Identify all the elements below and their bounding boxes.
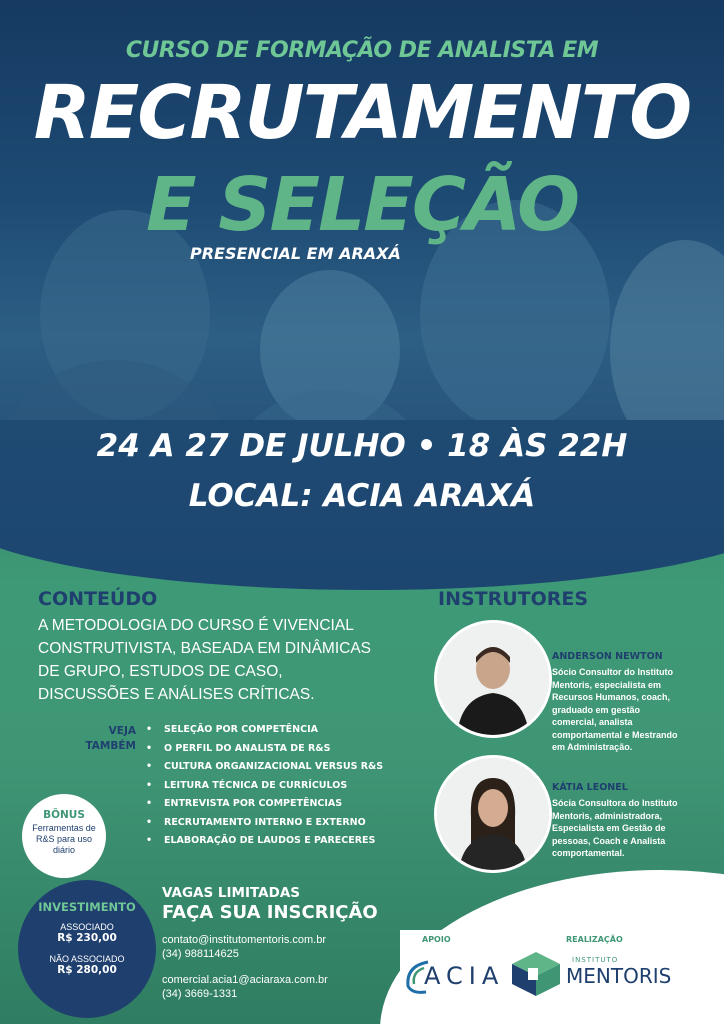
pretitle: CURSO DE FORMAÇÃO DE ANALISTA EM: [125, 38, 599, 63]
instructor-bio-katia: Sócia Consultora do Instituto Mentoris, administradora, Especialista em Gestão de pessoas, Coach e Analista comportamental.: [552, 798, 678, 858]
topic-item: • SELEÇÃO POR COMPETÊNCIA: [146, 724, 318, 735]
instructors-heading: INSTRUTORES: [438, 588, 589, 610]
contact-phone-2[interactable]: (34) 3669-1331: [162, 988, 238, 1000]
acia-logo: [402, 956, 505, 996]
investment-heading: INVESTIMENTO: [38, 900, 136, 914]
support-label: APOIO: [422, 935, 451, 944]
mentoris-cube-icon: [510, 950, 562, 998]
limited-spots: VAGAS LIMITADAS: [162, 885, 300, 901]
content-heading: CONTEÚDO: [38, 588, 158, 610]
non-associate-price: R$ 280,00: [57, 964, 117, 976]
registration-cta: FAÇA SUA INSCRIÇÃO: [162, 902, 378, 923]
avatar-male-icon: [437, 623, 549, 735]
topics-list: [146, 724, 406, 854]
see-also-label-line2: TAMBÉM: [85, 740, 136, 752]
bullet: •: [146, 761, 153, 772]
investment-badge: [18, 880, 156, 1018]
non-associate-label: NÃO ASSOCIADO: [49, 954, 125, 964]
event-location: LOCAL: ACIA ARAXÁ: [188, 478, 536, 514]
bonus-text: Ferramentas de R&S para uso diário: [32, 823, 96, 855]
topic-item: • LEITURA TÉCNICA DE CURRÍCULOS: [146, 779, 348, 791]
bonus-label: BÔNUS: [43, 809, 85, 821]
bonus-badge: [22, 794, 106, 878]
contact-email-2[interactable]: comercial.acia1@aciaraxa.com.br: [162, 974, 328, 986]
bullet: •: [146, 742, 153, 754]
mentoris-logo-text: MENTORIS: [566, 964, 672, 988]
topic-item: • ELABORAÇÃO DE LAUDOS E PARECERES: [146, 835, 376, 846]
instructor-photo-anderson: [434, 620, 552, 738]
bullet: •: [146, 798, 153, 809]
bullet: •: [146, 779, 153, 791]
instructor-name-katia: KÁTIA LEONEL: [552, 782, 628, 793]
associate-label: ASSOCIADO: [60, 922, 114, 932]
bullet: •: [146, 835, 153, 846]
instructor-photo-katia: [434, 755, 552, 873]
mentoris-logo-small: INSTITUTO: [572, 956, 619, 964]
bullet: •: [146, 816, 153, 828]
topic-item: • O PERFIL DO ANALISTA DE R&S: [146, 742, 331, 754]
topic-item: • ENTREVISTA POR COMPETÊNCIAS: [146, 798, 343, 809]
contact-email-1[interactable]: contato@institutomentoris.com.br: [162, 934, 327, 946]
mentoris-logo: [510, 950, 710, 1000]
topic-item: • RECRUTAMENTO INTERNO E EXTERNO: [146, 816, 366, 828]
acia-logo-text: ACIA: [424, 962, 505, 990]
see-also-label: [84, 724, 136, 754]
main-title-line2: E SELEÇÃO: [145, 162, 579, 248]
realization-label: REALIZAÇÃO: [566, 935, 623, 944]
bullet: •: [146, 724, 153, 735]
content-description: A METODOLOGIA DO CURSO É VIVENCIAL CONSTRUTIVISTA, BASEADA EM DINÂMICAS DE GRUPO, ESTUDOS DE CASO, DISCUSSÕES E ANÁLISES CRÍTICAS.: [38, 617, 372, 703]
see-also-label-line1: VEJA: [108, 725, 136, 737]
event-dates: 24 A 27 DE JULHO • 18 ÀS 22H: [96, 428, 628, 464]
avatar-female-icon: [437, 758, 549, 870]
contact-phone-1[interactable]: (34) 988114625: [162, 948, 239, 960]
associate-price: R$ 230,00: [57, 932, 117, 944]
instructor-name-anderson: ANDERSON NEWTON: [552, 651, 663, 662]
subtitle: PRESENCIAL EM ARAXÁ: [190, 244, 401, 263]
main-title-line1: RECRUTAMENTO: [33, 70, 691, 156]
topic-item: • CULTURA ORGANIZACIONAL VERSUS R&S: [146, 761, 384, 772]
instructor-bio-anderson: Sócio Consultor do Instituto Mentoris, especialista em Recursos Humanos, coach, graduado em gestão comercial, analista comportamental e Mestrando em Administração.: [552, 667, 678, 752]
